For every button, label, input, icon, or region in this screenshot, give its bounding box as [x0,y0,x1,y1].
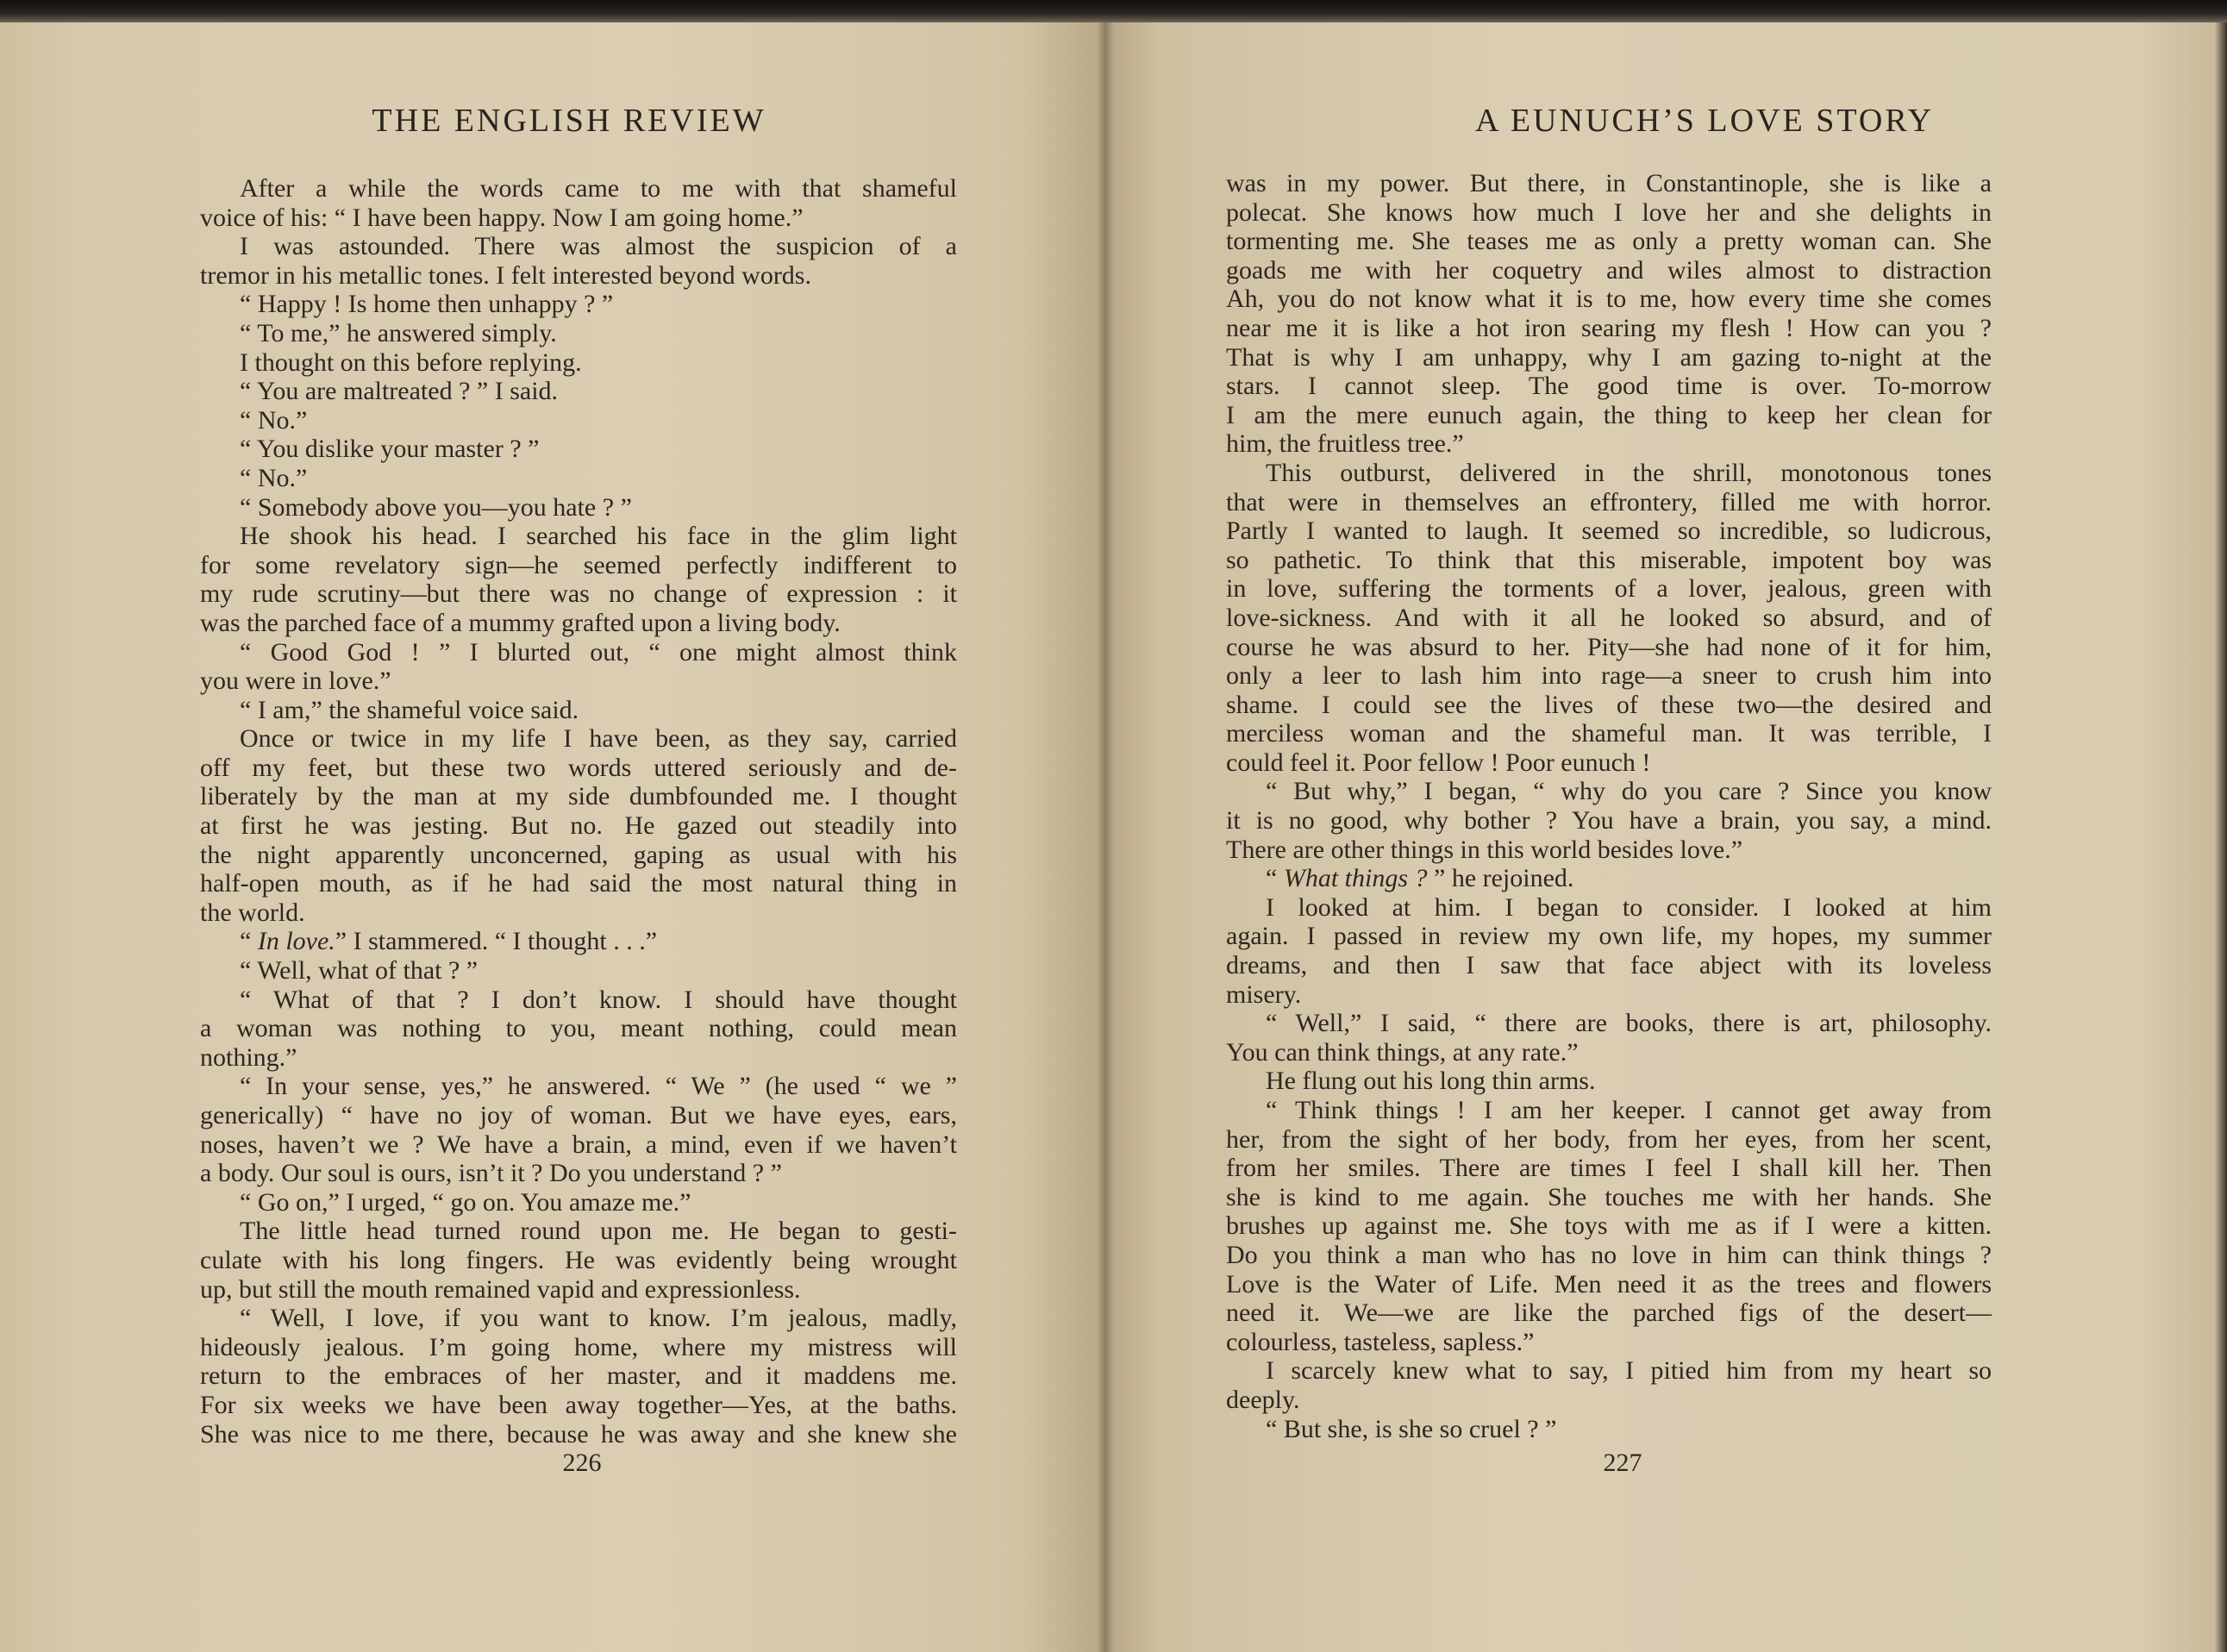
text-line: tormenting me. She teases me as only a pretty woman can. She [1226,227,1992,256]
text-line: misery. [1226,979,1302,1009]
text-line: “ No.” [240,463,308,492]
text-line: my rude scrutiny—but there was no change of expression : it [200,579,957,609]
text-line: half-open mouth, as if he had said the most natural thing in [200,869,957,898]
text-line: up, but still the mouth remained vapid and expressionless. [200,1274,801,1304]
text-line: at first he was jesting. But no. He gazed out steadily into [200,811,957,841]
text-line: “ Good God ! ” I blurted out, “ one might almost think [240,637,957,666]
text-line: was the parched face of a mummy grafted upon a living body. [200,608,841,637]
text-line: colourless, tasteless, sapless.” [1226,1327,1535,1356]
text-line: “ What things ? ” he rejoined. [1266,864,1574,893]
text-line: she is kind to me again. She touches me with her hands. She [1226,1182,1992,1211]
page-number-left: 226 [562,1449,602,1477]
text-line: Do you think a man who has no love in him can think things ? [1226,1240,1992,1269]
left-page-text [200,174,957,1449]
text-line: Ah, you do not know what it is to me, how every time she comes [1226,285,1992,314]
text-line: I looked at him. I began to consider. I looked at him [1266,892,1992,922]
text-line: a woman was nothing to you, meant nothing, could mean [200,1014,957,1043]
text-line: For six weeks we have been away together—Yes, at the baths. [200,1390,957,1419]
book-gutter [1097,22,1114,1652]
text-line: Once or twice in my life I have been, as they say, carried [240,724,957,754]
text-line: The little head turned round upon me. He began to gesti- [240,1217,957,1246]
text-line: near me it is like a hot iron searing my flesh ! How can you ? [1226,313,1992,342]
text-line: I was astounded. There was almost the suspicion of a [240,232,957,261]
page-number-right: 227 [1603,1449,1642,1477]
text-line: “ To me,” he answered simply. [240,318,557,347]
text-line: “ You dislike your master ? ” [240,435,540,464]
text-line: noses, haven’t we ? We have a brain, a mind, even if we haven’t [200,1129,957,1159]
text-line: return to the embraces of her master, and it maddens me. [200,1361,957,1391]
text-line: There are other things in this world besides love.” [1226,835,1743,864]
text-line: the world. [200,898,305,927]
text-line: the night apparently unconcerned, gaping as usual with his [200,840,957,869]
text-line: tremor in his metallic tones. I felt interested beyond words. [200,260,811,290]
text-line: in love, suffering the torments of a lover, jealous, green with [1226,574,1992,604]
text-line: need it. We—we are like the parched figs of the desert— [1226,1298,1992,1328]
text-line: He shook his head. I searched his face in the glim light [240,522,957,551]
scan-right-edge [2214,22,2227,1652]
text-line: dreams, and then I saw that face abject with its loveless [1226,951,1992,980]
text-line: stars. I cannot sleep. The good time is over. To-morrow [1226,372,1992,401]
text-line: He flung out his long thin arms. [1266,1067,1596,1096]
text-line: only a leer to lash him into rage—a sneer to crush him into [1226,661,1992,691]
text-line: was in my power. But there, in Constantinople, she is like a [1226,169,1992,197]
text-line: nothing.” [200,1042,297,1072]
right-page-text [1226,169,1992,1443]
text-line: “ Well, I love, if you want to know. I’m jealous, madly, [240,1304,957,1333]
text-line: I am the mere eunuch again, the thing to keep her clean for [1226,400,1992,429]
text-line: This outburst, delivered in the shrill, monotonous tones [1266,458,1992,487]
text-line: course he was absurd to her. Pity—she had none of it for him, [1226,632,1992,661]
text-line: That is why I am unhappy, why I am gazing to-night at the [1226,342,1992,372]
text-line: “ Happy ! Is home then unhappy ? ” [240,290,614,319]
text-line: a body. Our soul is ours, isn’t it ? Do you understand ? ” [200,1159,782,1188]
text-line: for some revelatory sign—he seemed perfectly indifferent to [200,550,957,579]
text-line: “ Go on,” I urged, “ go on. You amaze me.” [240,1187,691,1217]
text-line: could feel it. Poor fellow ! Poor eunuch ! [1226,748,1651,777]
text-line: that were in themselves an effrontery, filled me with horror. [1226,487,1992,516]
text-line: culate with his long fingers. He was evidently being wrought [200,1245,957,1274]
text-line: polecat. She knows how much I love her and she delights in [1226,197,1992,227]
text-line: again. I passed in review my own life, my hopes, my summer [1226,922,1992,951]
text-line: “ What of that ? I don’t know. I should have thought [240,985,957,1014]
text-line: from her smiles. There are times I feel I shall kill her. Then [1226,1154,1992,1183]
text-line: you were in love.” [200,666,391,696]
text-line: goads me with her coquetry and wiles almost to distraction [1226,255,1992,285]
text-line: “ Think things ! I am her keeper. I cannot get away from [1266,1096,1992,1124]
text-line: “ In love.” I stammered. “ I thought . . .” [240,927,658,956]
text-line: “ But why,” I began, “ why do you care ? Since you know [1266,777,1992,806]
text-line: it is no good, why bother ? You have a brain, you say, a mind. [1226,806,1992,835]
text-line: love-sickness. And with it all he looked so absurd, and of [1226,603,1992,632]
text-line: “ Well,” I said, “ there are books, there is art, philosophy. [1266,1009,1992,1038]
text-line: You can think things, at any rate.” [1226,1037,1579,1067]
text-line: him, the fruitless tree.” [1226,429,1464,459]
text-line: “ Well, what of that ? ” [240,956,479,986]
text-line: liberately by the man at my side dumbfounded me. I thought [200,782,957,811]
text-line: her, from the sight of her body, from her eyes, from her scent, [1226,1124,1992,1154]
text-line: off my feet, but these two words uttered seriously and de- [200,753,957,782]
text-line: “ Somebody above you—you hate ? ” [240,492,632,522]
text-line: “ You are maltreated ? ” I said. [240,377,559,406]
text-line: Love is the Water of Life. Men need it as the trees and flowers [1226,1269,1992,1298]
text-line: “ I am,” the shameful voice said. [240,695,579,724]
text-line: shame. I could see the lives of these two—the desired and [1226,690,1992,719]
text-line: brushes up against me. She toys with me as if I were a kitten. [1226,1211,1992,1241]
text-line: hideously jealous. I’m going home, where my mistress will [200,1332,957,1361]
text-line: merciless woman and the shameful man. It was terrible, I [1226,719,1992,748]
text-line: I scarcely knew what to say, I pitied him from my heart so [1266,1356,1992,1386]
running-head-right: A EUNUCH’S LOVE STORY [1474,103,1935,139]
text-line: voice of his: “ I have been happy. Now I am going home.” [200,203,804,232]
text-line: Partly I wanted to laugh. It seemed so incredible, so ludicrous, [1226,516,1992,546]
text-line: generically) “ have no joy of woman. But we have eyes, ears, [200,1101,957,1129]
scan-top-edge [0,0,2227,22]
text-line: deeply. [1226,1385,1300,1414]
text-line: “ In your sense, yes,” he answered. “ We ” (he used “ we ” [240,1072,957,1101]
text-line: so pathetic. To think that this miserable, impotent boy was [1226,545,1992,574]
text-line: I thought on this before replying. [240,347,582,377]
text-line: “ But she, is she so cruel ? ” [1266,1414,1557,1443]
running-head-left: THE ENGLISH REVIEW [372,103,766,139]
text-line: “ No.” [240,405,308,435]
left-page [0,22,1105,1652]
text-line: She was nice to me there, because he was away and she knew she [200,1419,957,1449]
right-page [1105,22,2227,1652]
text-line: After a while the words came to me with that shameful [240,174,957,203]
